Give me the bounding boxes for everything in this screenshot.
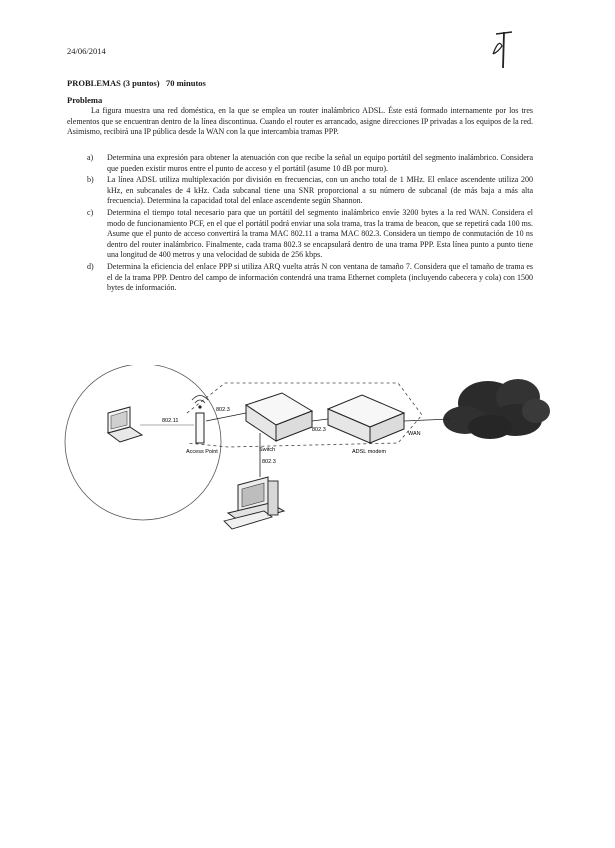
intro-paragraph: La figura muestra una red doméstica, en la que se emplea un router inalámbrico ADSL. Éste está formado internamente por los tres elementos que se encuentran dentro de la línea discontinua. Cuando el router es arrancado, asigne direcciones IP privadas a los equipos de la red. Asimismo, recibirá una IP pública desde la WAN con la que intercambia tramas PPP. <box>67 106 533 136</box>
question-a <box>67 153 533 174</box>
question-list <box>67 153 533 295</box>
label-80211: 802.11 <box>162 418 179 424</box>
question-c <box>67 208 533 261</box>
question-text: Determina la eficiencia del enlace PPP si utiliza ARQ vuelta atrás N con ventana de tamaño 7. Considera que el tamaño de trama es el de la trama PPP. Dentro del campo de información contendrá una trama Ethernet completa (incluyendo cabecera y cola) con 1500 bytes de información. <box>107 261 533 293</box>
label-wan: WAN <box>408 431 421 437</box>
question-b <box>67 175 533 207</box>
laptop-icon <box>108 407 142 442</box>
problem-heading: Problema <box>67 95 103 105</box>
date: 24/06/2014 <box>67 46 106 56</box>
question-text: Determina el tiempo total necesario para que un portátil del segmento inalámbrico envíe 3200 bytes a la red WAN. Considera el modo de funcionamiento PCF, en el que el portátil podrá enviar una sola trama, tras la trama de beacon, que se repetirá cada 100 ms. Asume que el punto de acceso convertirá la trama MAC 802.11 a trama MAC 802.3. Considera un tiempo de conmutación de 10 ns dentro del router inalámbrico. Finalmente, cada trama 802.3 se encapsulará dentro de una trama PPP. Esta línea punto a punto tiene una longitud de 400 metros y una velocidad de subida de 256 kbps. <box>107 207 533 260</box>
question-label: d) <box>87 261 94 271</box>
label-8023-switch: 802.3 <box>312 427 326 433</box>
question-label: a) <box>87 153 94 162</box>
question-text: La línea ADSL utiliza multiplexación por división en frecuencias, con un ancho total de 1 MHz. El enlace ascendente utiliza 200 kHz, en subcanales de 4 kHz. Cada subcanal tiene una SNR proporcional a su número de subcanal (de más baja a más alta frecuencia). Determina la capacidad total del enlace ascendente según Shannon. <box>107 175 533 206</box>
question-label: b) <box>87 175 94 185</box>
logo-icon <box>490 28 518 70</box>
label-adsl-modem: ADSL modem <box>352 449 387 455</box>
label-8023-pc: 802.3 <box>262 459 276 465</box>
section-heading: PROBLEMAS (3 puntos) 70 minutos <box>67 78 206 88</box>
network-diagram <box>60 365 555 540</box>
link-switch-modem <box>312 419 328 421</box>
switch-icon <box>246 393 312 441</box>
adsl-modem-icon <box>328 395 404 443</box>
label-access-point: Access Point <box>186 449 218 455</box>
access-point-icon <box>192 396 208 444</box>
label-switch: Switch <box>259 447 276 453</box>
label-8023-ap: 802.3 <box>216 407 230 413</box>
link-ap-switch <box>206 413 246 421</box>
desktop-pc-icon <box>224 477 284 529</box>
question-text: Determina una expresión para obtener la atenuación con que recibe la señal un equipo portátil del segmento inalámbrico. Considera que pueden existir muros entre el punto de acceso y el portátil (asume 10 dB por muro). <box>107 153 533 173</box>
question-label: c) <box>87 207 94 217</box>
question-d <box>67 262 533 294</box>
wan-cloud-icon <box>443 379 550 439</box>
